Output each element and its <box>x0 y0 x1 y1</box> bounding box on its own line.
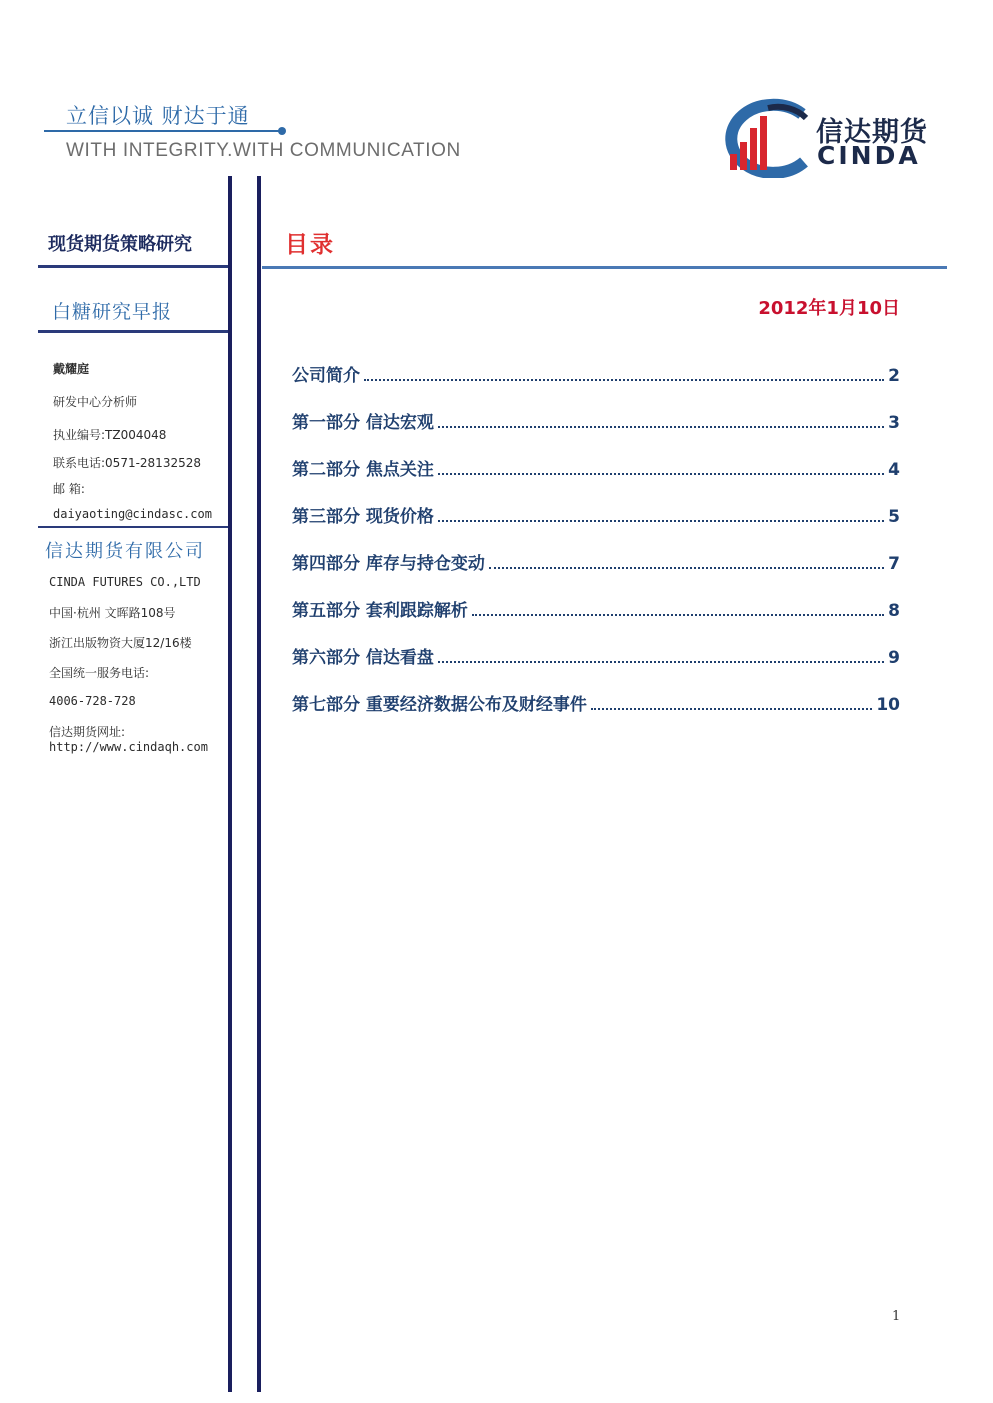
sidebar-subtitle: 白糖研究早报 <box>52 301 173 323</box>
slogan-english: WITH INTEGRITY.WITH COMMUNICATION <box>66 140 461 161</box>
toc-entry[interactable] <box>292 596 900 643</box>
toc-entry-label: 第五部分 套利跟踪解析 <box>292 601 468 621</box>
toc-entry-page: 7 <box>888 554 900 574</box>
analyst-name: 戴耀庭 <box>53 362 90 376</box>
toc-heading: 目录 <box>285 232 335 258</box>
hotline-number: 4006-728-728 <box>49 694 136 708</box>
toc-dot-leader <box>438 519 884 522</box>
sidebar-title: 现货期货策略研究 <box>48 234 192 255</box>
toc-entry-page: 5 <box>888 507 900 527</box>
toc-entry-page: 4 <box>888 460 900 480</box>
main-heading-rule <box>262 266 947 269</box>
toc-entry[interactable] <box>292 408 900 455</box>
toc-entry-label: 第一部分 信达宏观 <box>292 413 434 433</box>
analyst-email[interactable]: daiyaoting@cindasc.com <box>53 507 212 521</box>
analyst-phone: 联系电话:0571-28132528 <box>53 456 201 470</box>
toc-entry[interactable] <box>292 455 900 502</box>
toc-entry-label: 第六部分 信达看盘 <box>292 648 434 668</box>
sidebar-subtitle-rule <box>38 330 228 333</box>
toc-entry-page: 8 <box>888 601 900 621</box>
toc-entry-label: 第七部分 重要经济数据公布及财经事件 <box>292 695 587 715</box>
analyst-license: 执业编号:TZ004048 <box>53 428 167 442</box>
toc-dot-leader <box>364 378 884 381</box>
toc-entry-page: 3 <box>888 413 900 433</box>
slogan-chinese: 立信以诚 财达于通 <box>66 104 250 128</box>
slogan-underline <box>44 130 282 132</box>
toc-entry[interactable] <box>292 549 900 596</box>
toc-dot-leader <box>438 660 884 663</box>
page-number: 1 <box>892 1309 901 1324</box>
report-date: 2012年1月10日 <box>758 298 900 319</box>
company-english-name: CINDA FUTURES CO.,LTD <box>49 575 201 589</box>
toc-entry[interactable] <box>292 690 900 737</box>
toc-entry-label: 第二部分 焦点关注 <box>292 460 434 480</box>
toc-dot-leader <box>438 472 884 475</box>
toc-dot-leader <box>591 707 872 710</box>
logo-chinese-name: 信达期货 <box>816 117 928 148</box>
website-link[interactable]: http://www.cindaqh.com <box>49 740 208 754</box>
website-label: 信达期货网址: <box>49 725 126 739</box>
company-name: 信达期货有限公司 <box>45 541 205 562</box>
company-address-line-1: 中国·杭州 文晖路108号 <box>49 606 176 620</box>
analyst-email-label: 邮 箱: <box>53 482 85 496</box>
toc-entry[interactable] <box>292 502 900 549</box>
slogan-dot <box>278 127 286 135</box>
company-address-line-2: 浙江出版物资大厦12/16楼 <box>49 636 192 650</box>
hotline-label: 全国统一服务电话: <box>49 666 150 680</box>
toc-entry-label: 公司简介 <box>292 366 360 386</box>
toc-entry-page: 2 <box>888 366 900 386</box>
sidebar-title-rule <box>38 265 228 268</box>
toc-entry-page: 9 <box>888 648 900 668</box>
logo-english-name: CINDA <box>817 141 921 170</box>
analyst-role: 研发中心分析师 <box>53 395 138 409</box>
sidebar-contact-rule <box>38 526 228 528</box>
toc-dot-leader <box>472 613 884 616</box>
toc-dot-leader <box>489 566 884 569</box>
toc-entry-label: 第四部分 库存与持仓变动 <box>292 554 485 574</box>
toc-entry[interactable] <box>292 361 900 408</box>
toc-dot-leader <box>438 425 884 428</box>
sidebar-divider-left <box>228 176 232 1392</box>
toc-entry[interactable] <box>292 643 900 690</box>
sidebar-divider-right <box>257 176 261 1392</box>
toc-entry-label: 第三部分 现货价格 <box>292 507 434 527</box>
table-of-contents <box>292 361 900 737</box>
toc-entry-page: 10 <box>876 695 900 715</box>
